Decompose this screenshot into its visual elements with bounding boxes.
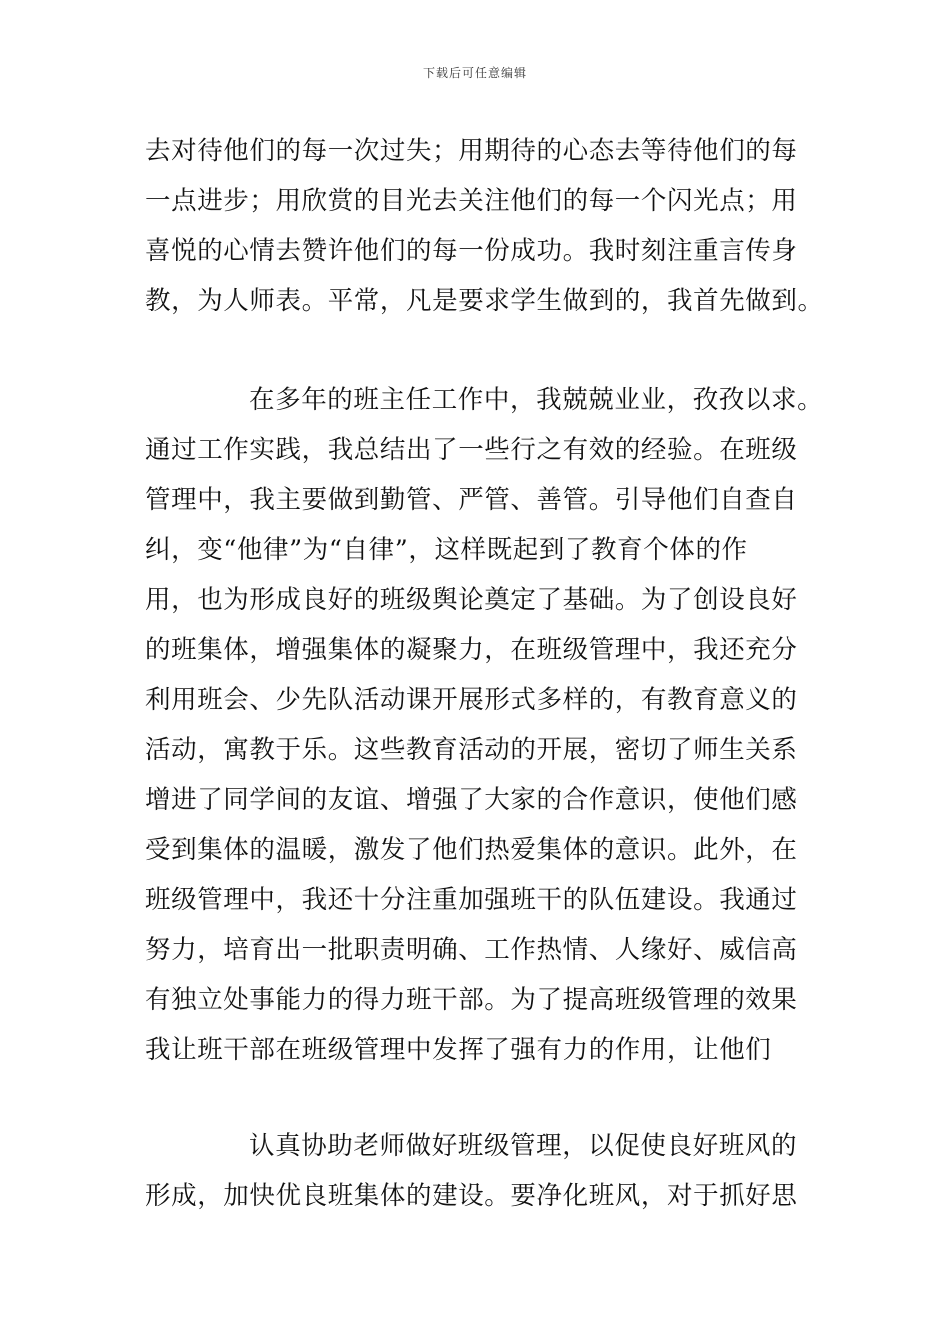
text-line: 用，也为形成良好的班级舆论奠定了基础。为了创设良好 xyxy=(145,585,798,615)
text-line: 形成，加快优良班集体的建设。要净化班风，对于抓好思 xyxy=(145,1181,798,1211)
text-line: 管理中，我主要做到勤管、严管、善管。引导他们自查自 xyxy=(145,485,798,515)
text-line: 增进了同学间的友谊、增强了大家的合作意识，使他们感 xyxy=(145,785,798,815)
text-line: 在多年的班主任工作中，我兢兢业业，孜孜以求。 xyxy=(249,385,824,415)
text-line: 努力，培育出一批职责明确、工作热情、人缘好、威信高 xyxy=(145,935,798,965)
text-line: 活动，寓教于乐。这些教育活动的开展，密切了师生关系 xyxy=(145,735,798,765)
text-line: 有独立处事能力的得力班干部。为了提高班级管理的效果 xyxy=(145,985,798,1015)
text-line: 一点进步；用欣赏的目光去关注他们的每一个闪光点；用 xyxy=(145,186,798,216)
page-header: 下载后可任意编辑 xyxy=(422,66,527,80)
text-line: 去对待他们的每一次过失；用期待的心态去等待他们的每 xyxy=(145,136,798,166)
text-line: 的班集体，增强集体的凝聚力，在班级管理中，我还充分 xyxy=(145,635,798,665)
text-line: 喜悦的心情去赞许他们的每一份成功。我时刻注重言传身 xyxy=(145,236,798,266)
text-line: 教，为人师表。平常，凡是要求学生做到的，我首先做到。 xyxy=(145,286,824,316)
text-line: 班级管理中，我还十分注重加强班干的队伍建设。我通过 xyxy=(145,885,798,915)
text-line: 我让班干部在班级管理中发挥了强有力的作用，让他们 xyxy=(145,1035,772,1065)
text-line: 利用班会、少先队活动课开展形式多样的，有教育意义的 xyxy=(145,685,798,715)
paragraph-2 xyxy=(145,375,824,1075)
text-line: 受到集体的温暖，激发了他们热爱集体的意识。此外，在 xyxy=(145,835,798,865)
paragraph-1 xyxy=(145,126,824,326)
text-line: 通过工作实践，我总结出了一些行之有效的经验。在班级 xyxy=(145,435,798,465)
text-line: 纠，变“他律”为“自律”，这样既起到了教育个体的作 xyxy=(145,535,748,565)
text-line: 认真协助老师做好班级管理，以促使良好班风的 xyxy=(249,1131,798,1161)
paragraph-3 xyxy=(145,1121,815,1221)
